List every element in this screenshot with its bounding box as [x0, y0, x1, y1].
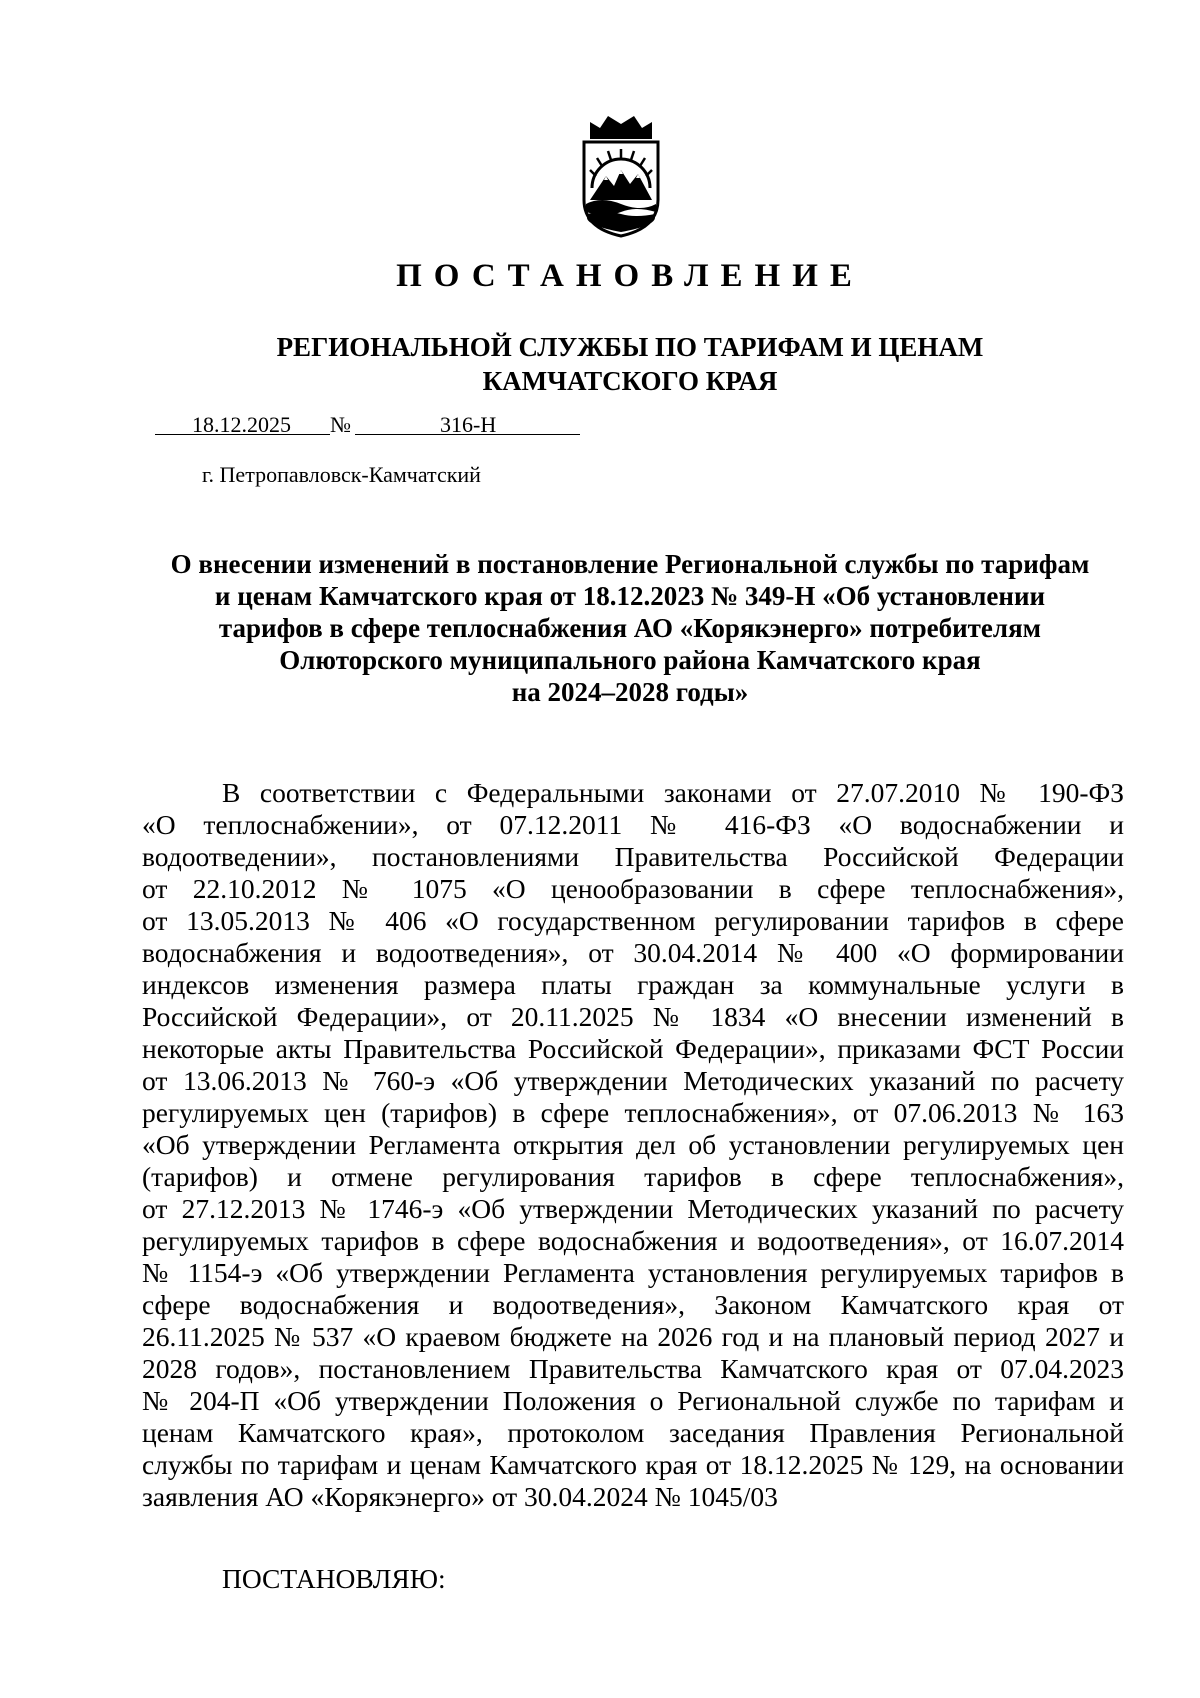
body-text-line: от 22.10.2012 № 1075 «О ценообразовании в сфере теплоснабжения», [142, 873, 1124, 904]
body-text-line: № 204-П «Об утверждении Положения о Региональной службе по тарифам и [142, 1385, 1124, 1416]
body-text-line: от 13.06.2013 № 760-э «Об утверждении Методических указаний по расчету [142, 1065, 1124, 1096]
body-text-line: 26.11.2025 № 537 «О краевом бюджете на 2026 год и на плановый период 2027 и [142, 1321, 1124, 1352]
body-text-line: регулируемых цен (тарифов) в сфере теплоснабжения», от 07.06.2013 № 163 [142, 1097, 1124, 1128]
body-text-line: (тарифов) и отмене регулирования тарифов в сфере теплоснабжения», [142, 1161, 1124, 1192]
document-title-line: и ценам Камчатского края от 18.12.2023 № 349-Н «Об установлении [214, 581, 1046, 611]
body-text-line: № 1154-э «Об утверждении Регламента установления регулируемых тарифов в [142, 1257, 1124, 1288]
body-text-line: водоснабжения и водоотведения», от 30.04.2014 № 400 «О формировании [142, 937, 1124, 968]
body-text-line: Российской Федерации», от 20.11.2025 № 1834 «О внесении изменений в [142, 1001, 1124, 1032]
document-title-line: О внесении изменений в постановление Региональной службы по тарифам [170, 549, 1090, 579]
body-text-line: ценам Камчатского края», протоколом заседания Правления Региональной [142, 1417, 1124, 1448]
body-text-line: регулируемых тарифов в сфере водоснабжения и водоотведения», от 16.07.2014 [142, 1225, 1124, 1256]
document-title-line: на 2024–2028 годы» [511, 677, 749, 707]
document-number: 316-Н [440, 412, 497, 437]
resolve-heading: ПОСТАНОВЛЯЮ: [222, 1563, 446, 1594]
body-text-line: «О теплоснабжении», от 07.12.2011 № 416-ФЗ «О водоснабжении и [142, 809, 1124, 840]
body-text-line: сфере водоснабжения и водоотведения», Законом Камчатского края от [142, 1289, 1124, 1320]
issuer-name-line-1: РЕГИОНАЛЬНОЙ СЛУЖБЫ ПО ТАРИФАМ И ЦЕНАМ [276, 332, 984, 362]
number-sign: № [330, 412, 351, 437]
body-text-line: некоторые акты Правительства Российской Федерации», приказами ФСТ России [142, 1033, 1124, 1064]
kamchatka-coat-of-arms-icon [576, 114, 666, 238]
body-text-line: индексов изменения размера платы граждан за коммунальные услуги в [142, 969, 1124, 1000]
document-type-heading: ПОСТАНОВЛЕНИЕ [396, 258, 864, 294]
body-text-line: 2028 годов», постановлением Правительства Камчатского края от 07.04.2023 [142, 1353, 1124, 1384]
document-date: 18.12.2025 [192, 412, 291, 437]
body-text-line: заявления АО «Корякэнерго» от 30.04.2024 № 1045/03 [142, 1481, 778, 1512]
issuer-name-line-2: КАМЧАТСКОГО КРАЯ [482, 366, 778, 396]
city-of-issue: г. Петропавловск-Камчатский [202, 462, 481, 487]
body-text-line: «Об утверждении Регламента открытия дел об установлении регулируемых цен [142, 1129, 1124, 1160]
body-text-line: от 13.05.2013 № 406 «О государственном регулировании тарифов в сфере [142, 905, 1124, 936]
document-title-line: Олюторского муниципального района Камчатского края [279, 645, 981, 675]
body-text-line: службы по тарифам и ценам Камчатского края от 18.12.2025 № 129, на основании [142, 1449, 1124, 1480]
body-text-line: водоотведении», постановлениями Правительства Российской Федерации [142, 841, 1124, 872]
body-text-line: В соответствии с Федеральными законами от 27.07.2010 № 190-ФЗ [222, 777, 1124, 808]
document-title-line: тарифов в сфере теплоснабжения АО «Корякэнерго» потребителям [218, 613, 1042, 643]
body-text-line: от 27.12.2013 № 1746-э «Об утверждении Методических указаний по расчету [142, 1193, 1124, 1224]
